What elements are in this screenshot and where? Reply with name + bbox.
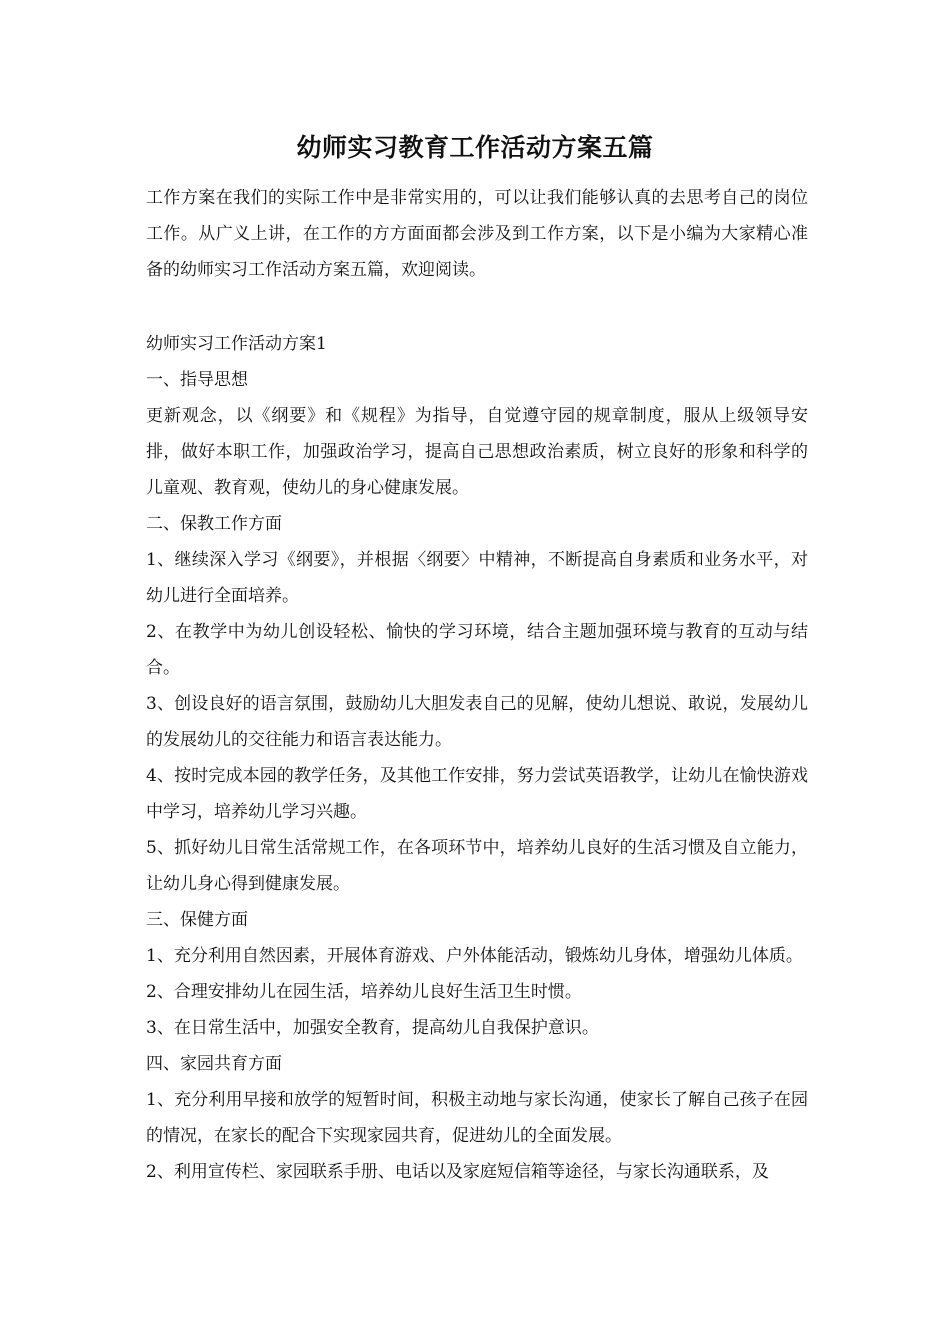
list-item: 5、抓好幼儿日常生活常规工作，在各项环节中，培养幼儿良好的生活习惯及自立能力，让幼儿身心得到健康发展。 bbox=[146, 838, 808, 894]
list-item: 2、合理安排幼儿在园生活，培养幼儿良好生活卫生时惯。 bbox=[146, 982, 582, 1002]
document-title: 幼师实习教育工作活动方案五篇 bbox=[296, 133, 654, 162]
section-heading: 幼师实习工作活动方案1 bbox=[146, 334, 327, 354]
subsection-heading: 四、家园共育方面 bbox=[146, 1054, 282, 1074]
list-item: 4、按时完成本园的教学任务，及其他工作安排，努力尝试英语教学，让幼儿在愉快游戏中学习，培养幼儿学习兴趣。 bbox=[146, 766, 808, 822]
list-item: 3、创设良好的语言氛围，鼓励幼儿大胆发表自己的见解，使幼儿想说、敢说，发展幼儿的发展幼儿的交往能力和语言表达能力。 bbox=[146, 694, 808, 750]
document-body bbox=[146, 326, 808, 1190]
body-paragraph: 更新观念，以《纲要》和《规程》为指导，自觉遵守园的规章制度，服从上级领导安排，做好本职工作，加强政治学习，提高自己思想政治素质，树立良好的形象和科学的儿童观、教育观，使幼儿的身心健康发展。 bbox=[146, 406, 808, 498]
list-item: 1、充分利用自然因素，开展体育游戏、户外体能活动，锻炼幼儿身体，增强幼儿体质。 bbox=[146, 946, 803, 966]
subsection-heading: 三、保健方面 bbox=[146, 910, 248, 930]
subsection-heading: 一、指导思想 bbox=[146, 370, 248, 390]
intro-paragraph: 工作方案在我们的实际工作中是非常实用的，可以让我们能够认真的去思考自己的岗位工作。从广义上讲，在工作的方方面面都会涉及到工作方案，以下是小编为大家精心准备的幼师实习工作活动方案五篇，欢迎阅读。 bbox=[146, 188, 808, 280]
subsection-heading: 二、保教工作方面 bbox=[146, 514, 282, 534]
list-item: 2、利用宣传栏、家园联系手册、电话以及家庭短信箱等途径，与家长沟通联系，及 bbox=[146, 1162, 769, 1182]
list-item: 1、充分利用早接和放学的短暂时间，积极主动地与家长沟通，使家长了解自己孩子在园的情况，在家长的配合下实现家园共育，促进幼儿的全面发展。 bbox=[146, 1090, 808, 1146]
list-item: 2、在教学中为幼儿创设轻松、愉快的学习环境，结合主题加强环境与教育的互动与结合。 bbox=[146, 622, 808, 678]
list-item: 1、继续深入学习《纲要》，并根据〈纲要〉中精神，不断提高自身素质和业务水平，对幼儿进行全面培养。 bbox=[146, 550, 808, 606]
list-item: 3、在日常生活中，加强安全教育，提高幼儿自我保护意识。 bbox=[146, 1018, 599, 1038]
